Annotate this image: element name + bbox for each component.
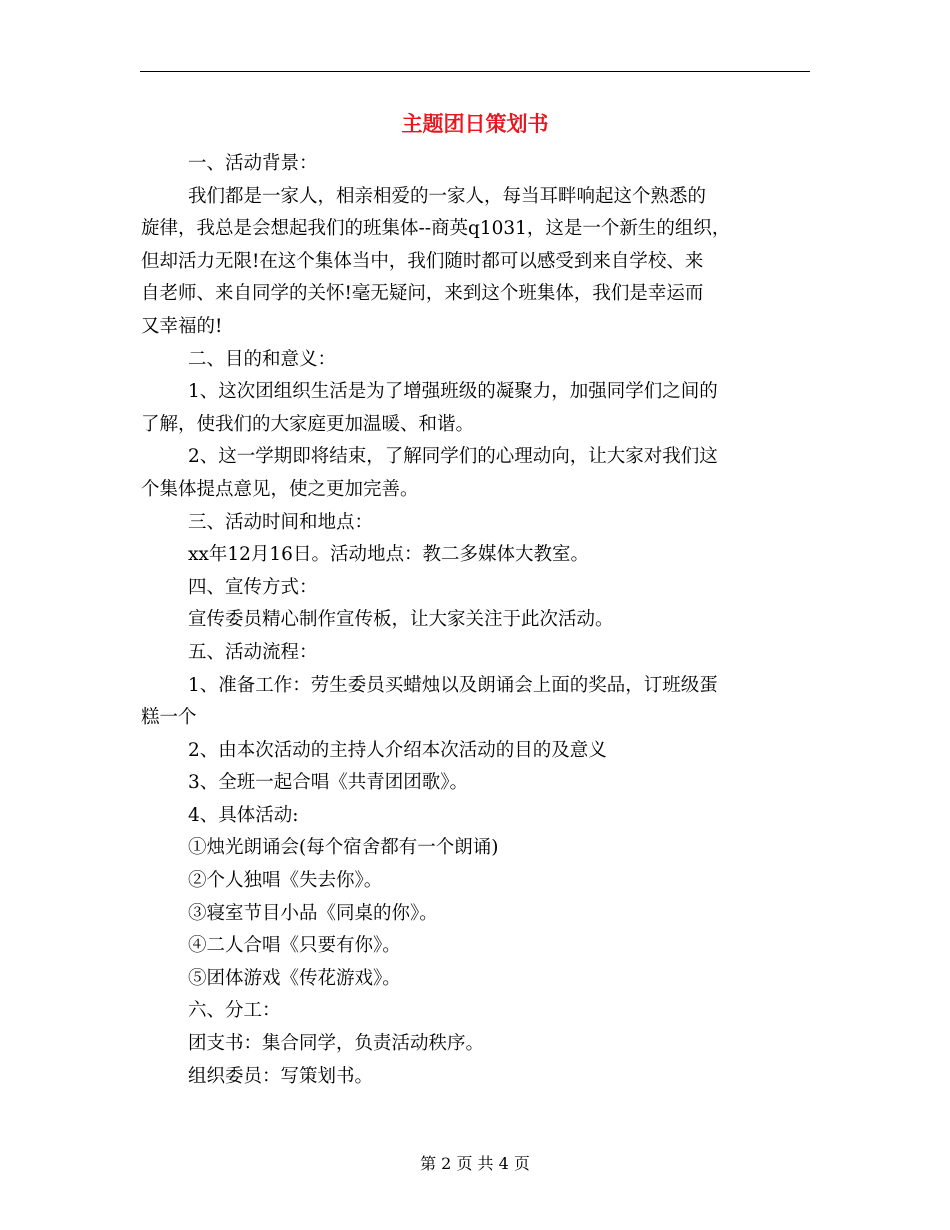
page-footer: 第 2 页 共 4 页 [420,1154,530,1173]
body-line: 1、准备工作：劳生委员买蜡烛以及朗诵会上面的奖品，订班级蛋 [188,674,718,696]
body-line: 糕一个 [141,707,197,729]
body-line: 五、活动流程： [188,641,318,663]
body-line: 但却活力无限!在这个集体当中，我们随时都可以感受到来自学校、来 [141,250,704,272]
body-line: 1、这次团组织生活是为了增强班级的凝聚力，加强同学们之间的 [188,381,718,403]
body-line: 四、宣传方式： [188,576,318,598]
body-line: 组织委员：写策划书。 [188,1065,374,1087]
body-line: 六、分工： [188,1000,281,1022]
body-line: ③寝室节目小品《同桌的你》。 [188,902,438,924]
body-line: 了解，使我们的大家庭更加温暖、和谐。 [141,413,475,435]
body-line: 3、全班一起合唱《共青团团歌》。 [188,772,469,794]
body-line: 团支书：集合同学，负责活动秩序。 [188,1033,485,1055]
body-line: ①烛光朗诵会(每个宿舍都有一个朗诵) [188,837,499,859]
body-line: 二、目的和意义： [188,348,337,370]
body-line: 宣传委员精心制作宣传板，让大家关注于此次活动。 [188,609,614,631]
header-rule [140,71,810,72]
body-line: 4、具体活动: [188,804,299,826]
body-line: 2、由本次活动的主持人介绍本次活动的目的及意义 [188,739,607,761]
body-line: xx年12月16日。活动地点：教二多媒体大教室。 [188,544,589,566]
body-line: 自老师、来自同学的关怀!毫无疑问，来到这个班集体，我们是幸运而 [141,283,704,305]
body-line: 2、这一学期即将结束，了解同学们的心理动向，让大家对我们这 [188,446,718,468]
body-line: 个集体提点意见，使之更加完善。 [141,478,419,500]
document-body [141,148,813,1093]
body-line: 三、活动时间和地点： [188,511,374,533]
body-line: 我们都是一家人，相亲相爱的一家人，每当耳畔响起这个熟悉的 [188,185,707,207]
body-line: ②个人独唱《失去你》。 [188,870,383,892]
body-line: 旋律，我总是会想起我们的班集体--商英q1031，这是一个新生的组织， [141,218,731,240]
body-line: 一、活动背景： [188,153,318,174]
document-title: 主题团日策划书 [401,111,549,136]
body-line: ⑤团体游戏《传花游戏》。 [188,967,401,989]
body-line: 又幸福的! [141,315,223,337]
body-line: ④二人合唱《只要有你》。 [188,935,401,957]
